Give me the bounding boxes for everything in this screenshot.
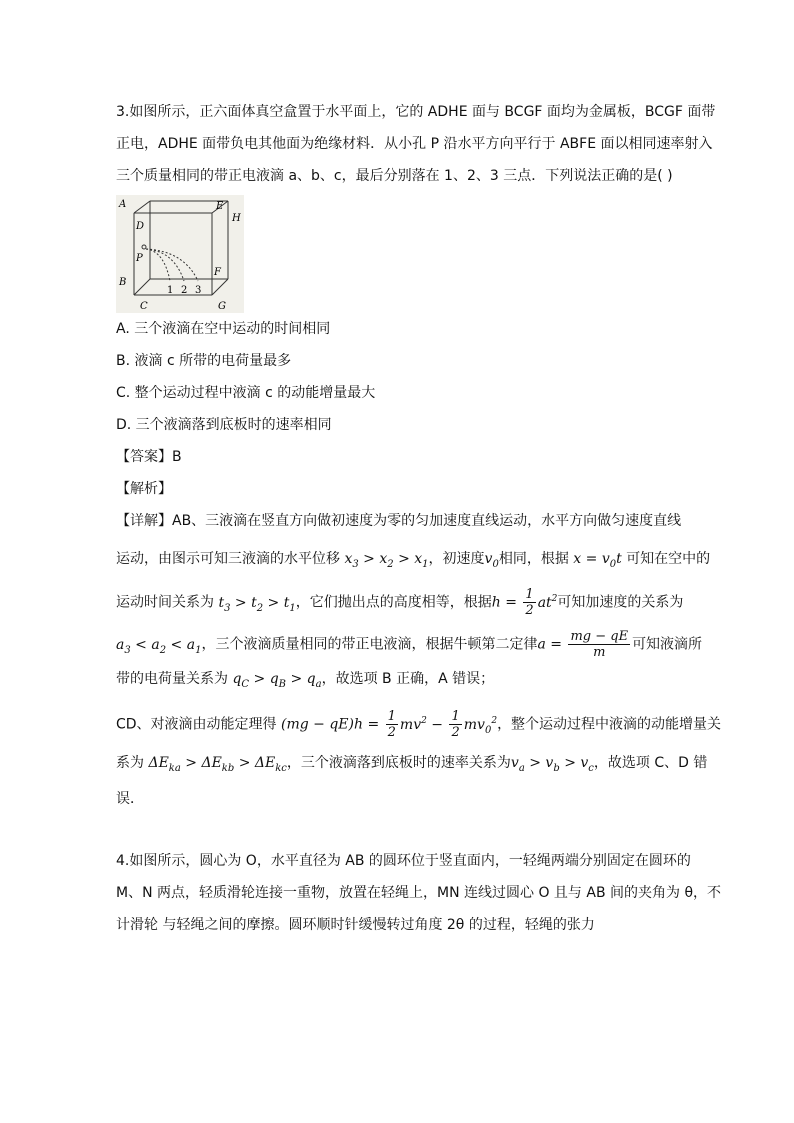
option-d: D. 三个液滴落到底板时的速率相同: [116, 417, 332, 433]
label-F: F: [214, 267, 221, 278]
label-P: P: [136, 253, 143, 264]
label-E: E: [216, 201, 224, 212]
formula-h: h =: [491, 594, 522, 611]
label-D: D: [136, 221, 145, 232]
formula-accel: $a_3 < a_2 < a_1$: [116, 636, 202, 656]
formula-energy: (mg − qE)h =: [281, 716, 384, 733]
detail-line-5: 带的电荷量关系为 $q_C > q_B > q_a$，故选项 B 正确，A 错误；: [116, 671, 495, 690]
frac-newton: $\frac{mg - qE}{m}$: [570, 629, 629, 660]
label-B: B: [119, 277, 127, 288]
formula-newton: a =: [537, 636, 567, 653]
q3-stem-line-2: 正电，ADHE 面带负电其他面为绝缘材料．从小孔 P 沿水平方向平行于 ABFE 面以相同速率射入: [116, 136, 713, 152]
answer: 【答案】B: [116, 449, 182, 465]
detail-line-8: 误．: [116, 791, 144, 807]
formula-speed: $v_a > v_b > v_c$: [510, 755, 594, 774]
q4-line-3: 计滑轮 与轻绳之间的摩擦。圆环顺时针缓慢转过角度 2θ 的过程，轻绳的张力: [116, 917, 595, 933]
detail-line-2: 运动，由图示可知三液滴的水平位移 $x_3 > x_2 > x_1$，初速度$v_0$相同，根据 $x = v_0t$ 可知在空中的: [116, 551, 711, 570]
option-b: B. 液滴 c 所带的电荷量最多: [116, 353, 292, 369]
option-a: A. 三个液滴在空中运动的时间相同: [116, 321, 331, 337]
analysis-title: 【解析】: [116, 481, 172, 497]
formula-x-v0t: $x = v_0t$: [568, 551, 627, 570]
label-2: 2: [181, 285, 188, 296]
q3-stem-line-1: 3.如图所示，正六面体真空盒置于水平面上，它的 ADHE 面与 BCGF 面均为金属板，BCGF 面带: [116, 104, 716, 120]
cube-figure: [116, 195, 244, 313]
formula-displacement: $x_3 > x_2 > x_1$: [344, 551, 429, 570]
label-1: 1: [167, 285, 174, 296]
detail-line-4: $a_3 < a_2 < a_1$，三个液滴质量相同的带正电液滴，根据牛顿第二定律a = $\frac{mg - qE}{m}$ 可知液滴所: [116, 629, 703, 660]
formula-charge: $q_C > q_B > q_a$: [232, 671, 322, 690]
label-C: C: [140, 301, 148, 312]
q4-line-1: 4.如图所示，圆心为 O，水平直径为 AB 的圆环位于竖直面内，一轻绳两端分别固定在圆环的: [116, 853, 691, 869]
formula-time: $t_3 > t_2 > t_1$: [218, 594, 296, 614]
label-3: 3: [195, 285, 202, 296]
label-G: G: [218, 301, 226, 312]
option-c: C. 整个运动过程中液滴 c 的动能增量最大: [116, 385, 376, 401]
label-H: H: [232, 213, 241, 224]
detail-line-6: CD、对液滴由动能定理得 (mg − qE)h = $\frac{1}{2}$ $mv^2$ − $\frac{1}{2}$ $mv_0^2$，整个运动过程中液滴的动能增量关: [116, 709, 722, 740]
detail-line-7: 系为 $\Delta E_{ka} > \Delta E_{kb} > \Delta E_{kc}$，三个液滴落到底板时的速率关系为$v_a > v_b > v_c$，故选项 C、D 错: [116, 755, 708, 774]
detail-line-1: 【详解】AB、三液滴在竖直方向做初速度为零的匀加速度直线运动，水平方向做匀速度直线: [116, 513, 682, 529]
detail-line-3: 运动时间关系为 $t_3 > t_2 > t_1$，它们抛出点的高度相等，根据h = $\frac{1}{2}$ $at^2$可知加速度的关系为: [116, 587, 684, 618]
formula-v0: $v_0$: [484, 551, 499, 570]
frac-one-half: $\frac{1}{2}$: [525, 587, 534, 618]
formula-ek: $\Delta E_{ka} > \Delta E_{kb} > \Delta E_{kc}$: [148, 755, 287, 774]
q3-stem-line-3: 三个质量相同的带正电液滴 a、b、c，最后分别落在 1、2、3 三点．下列说法正确的是( ): [116, 168, 673, 184]
label-A: A: [119, 199, 127, 210]
q4-line-2: M、N 两点，轻质滑轮连接一重物，放置在轻绳上，MN 连线过圆心 O 且与 AB 间的夹角为 θ，不: [116, 885, 722, 901]
